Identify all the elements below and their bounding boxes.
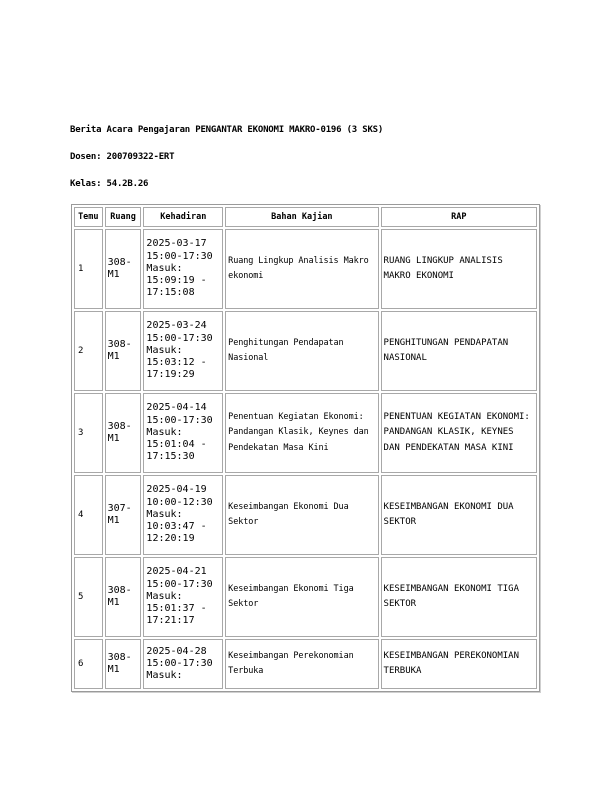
cell-bahan-kajian: Ruang Lingkup Analisis Makro ekonomi bbox=[225, 229, 378, 309]
cell-bahan-kajian: Keseimbangan Ekonomi Dua Sektor bbox=[225, 475, 378, 555]
cell-ruang: 308-M1 bbox=[105, 639, 142, 689]
kehadiran-masuk-time: 15:09:19 - 17:15:08 bbox=[146, 275, 207, 299]
header-bahan-kajian: Bahan Kajian bbox=[225, 207, 378, 227]
kehadiran-masuk-label: Masuk: bbox=[146, 262, 183, 274]
cell-kehadiran bbox=[143, 557, 223, 637]
cell-bahan-kajian: Penentuan Kegiatan Ekonomi: Pandangan Klasik, Keynes dan Pendekatan Masa Kini bbox=[225, 393, 378, 473]
kehadiran-masuk-time: 15:03:12 - 17:19:29 bbox=[146, 357, 207, 381]
kehadiran-masuk-time: 15:01:37 - 17:21:17 bbox=[146, 603, 207, 627]
attendance-table bbox=[71, 204, 540, 692]
kehadiran-date: 2025-04-14 bbox=[146, 402, 207, 414]
table-row bbox=[74, 557, 537, 637]
cell-rap: PENGHITUNGAN PENDAPATAN NASIONAL bbox=[381, 311, 537, 391]
kehadiran-date: 2025-03-17 bbox=[146, 238, 207, 250]
cell-temu: 4 bbox=[74, 475, 103, 555]
cell-kehadiran bbox=[143, 475, 223, 555]
kehadiran-schedule: 15:00-17:30 bbox=[146, 657, 213, 669]
cell-temu: 2 bbox=[74, 311, 103, 391]
header-kehadiran: Kehadiran bbox=[143, 207, 223, 227]
cell-ruang: 307-M1 bbox=[105, 475, 142, 555]
kehadiran-masuk-time: 10:03:47 - 12:20:19 bbox=[146, 521, 207, 545]
cell-bahan-kajian: Keseimbangan Perekonomian Terbuka bbox=[225, 639, 378, 689]
cell-ruang: 308-M1 bbox=[105, 229, 142, 309]
kehadiran-schedule: 15:00-17:30 bbox=[146, 250, 213, 262]
cell-temu: 1 bbox=[74, 229, 103, 309]
lecturer-line: Dosen: 200709322-ERT bbox=[70, 152, 175, 162]
table-row bbox=[74, 229, 537, 309]
kehadiran-schedule: 10:00-12:30 bbox=[146, 496, 213, 508]
header-ruang: Ruang bbox=[105, 207, 142, 227]
cell-kehadiran bbox=[143, 229, 223, 309]
table-header-row bbox=[74, 207, 537, 227]
kehadiran-masuk-label: Masuk: bbox=[146, 590, 183, 602]
table-row bbox=[74, 393, 537, 473]
kehadiran-schedule: 15:00-17:30 bbox=[146, 332, 213, 344]
kehadiran-masuk-time: 15:01:04 - 17:15:30 bbox=[146, 439, 207, 463]
kehadiran-masuk-label: Masuk: bbox=[146, 344, 183, 356]
cell-rap: RUANG LINGKUP ANALISIS MAKRO EKONOMI bbox=[381, 229, 537, 309]
header-temu: Temu bbox=[74, 207, 103, 227]
cell-ruang: 308-M1 bbox=[105, 311, 142, 391]
cell-bahan-kajian: Keseimbangan Ekonomi Tiga Sektor bbox=[225, 557, 378, 637]
header-rap: RAP bbox=[381, 207, 537, 227]
kehadiran-date: 2025-03-24 bbox=[146, 320, 207, 332]
cell-kehadiran bbox=[143, 639, 223, 689]
kehadiran-date: 2025-04-28 bbox=[146, 645, 207, 657]
cell-ruang: 308-M1 bbox=[105, 557, 142, 637]
kehadiran-masuk-label: Masuk: bbox=[146, 426, 183, 438]
kehadiran-schedule: 15:00-17:30 bbox=[146, 414, 213, 426]
table-row bbox=[74, 311, 537, 391]
cell-temu: 3 bbox=[74, 393, 103, 473]
table-row bbox=[74, 639, 537, 689]
class-line: Kelas: 54.2B.26 bbox=[70, 179, 149, 189]
cell-rap: KESEIMBANGAN PEREKONOMIAN TERBUKA bbox=[381, 639, 537, 689]
kehadiran-masuk-label: Masuk: bbox=[146, 508, 183, 520]
cell-rap: KESEIMBANGAN EKONOMI TIGA SEKTOR bbox=[381, 557, 537, 637]
cell-rap: KESEIMBANGAN EKONOMI DUA SEKTOR bbox=[381, 475, 537, 555]
cell-temu: 6 bbox=[74, 639, 103, 689]
cell-kehadiran bbox=[143, 311, 223, 391]
kehadiran-masuk-label: Masuk: bbox=[146, 670, 183, 682]
cell-rap: PENENTUAN KEGIATAN EKONOMI: PANDANGAN KLASIK, KEYNES DAN PENDEKATAN MASA KINI bbox=[381, 393, 537, 473]
kehadiran-date: 2025-04-19 bbox=[146, 484, 207, 496]
cell-bahan-kajian: Penghitungan Pendapatan Nasional bbox=[225, 311, 378, 391]
kehadiran-schedule: 15:00-17:30 bbox=[146, 578, 213, 590]
kehadiran-date: 2025-04-21 bbox=[146, 566, 207, 578]
table-row bbox=[74, 475, 537, 555]
cell-kehadiran bbox=[143, 393, 223, 473]
cell-temu: 5 bbox=[74, 557, 103, 637]
cell-ruang: 308-M1 bbox=[105, 393, 142, 473]
document-title: Berita Acara Pengajaran PENGANTAR EKONOMI MAKRO-0196 (3 SKS) bbox=[70, 125, 384, 135]
